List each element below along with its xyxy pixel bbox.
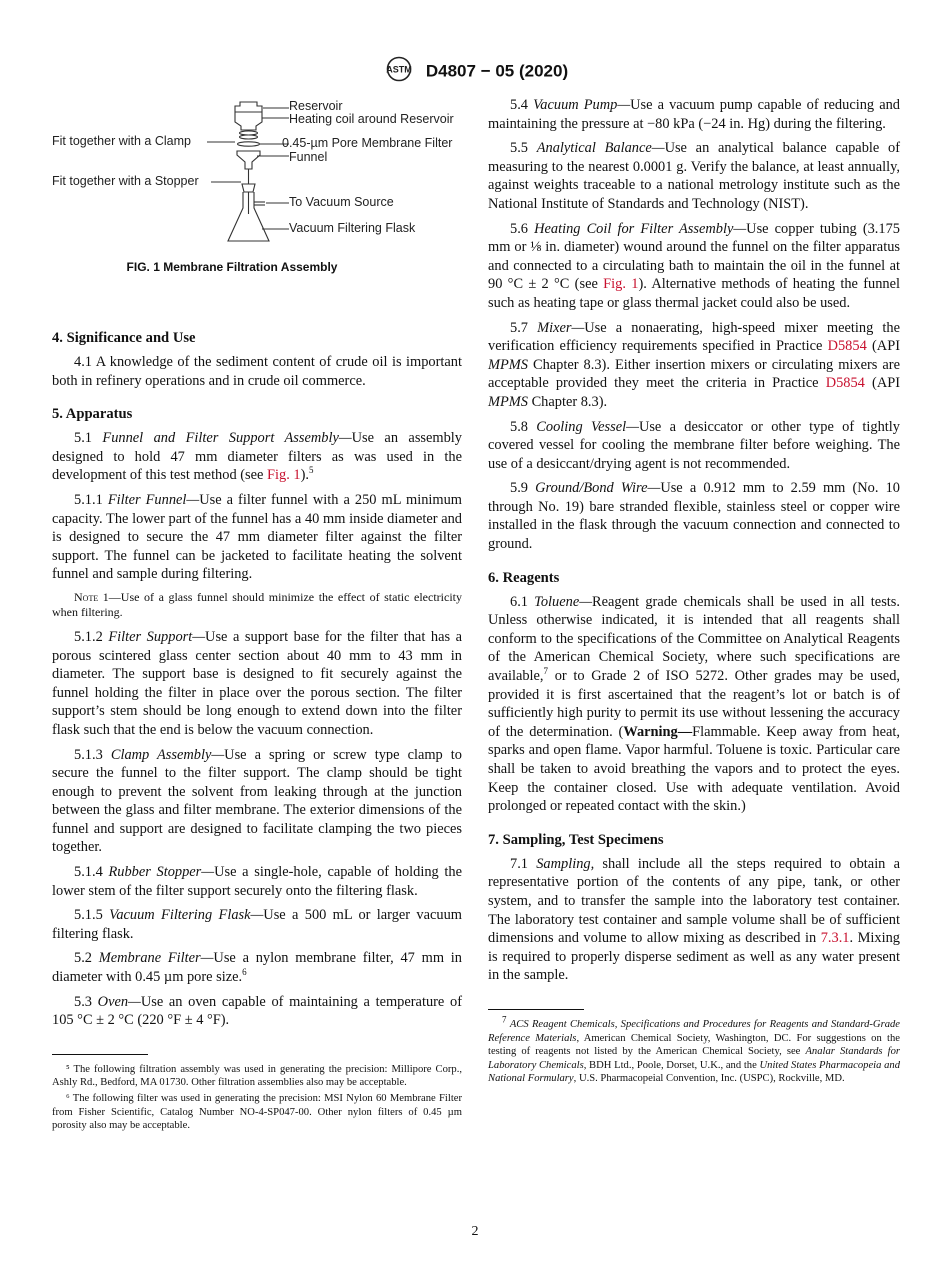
paragraph-5-1-3: 5.1.3 Clamp Assembly—Use a spring or screw type clamp to secure the funnel to the filter support. The clamp should be tight enough to prevent the solvent from leaking through at the junction between the glass and filter membrane. The exterior dimensions of the funnel and support are designed to facilitate clamping the two pieces together. [52,746,462,856]
section-heading: 7. Sampling, Test Specimens [488,831,664,848]
section-7-3-1-link[interactable]: 7.3.1 [820,930,850,947]
paragraph-7-1: 7.1 Sampling, shall include all the steps required to obtain a representative portion of the contents of any pipe, tank, or other system, and to transfer the sample into the laboratory test container. The laboratory test container and sample volume shall be of sufficient dimensions and volume to allow mixing as described in 7.3.1. Mixing is required to properly disperse sediment as well as any water present in the sample. [488,855,901,984]
svg-text:ASTM: ASTM [386,64,412,75]
filtration-assembly-diagram [52,96,462,336]
label-membrane-filter: 0.45-µm Pore Membrane Filter [282,136,453,150]
paragraph-5-9: 5.9 Ground/Bond Wire—Use a 0.912 mm to 2.59 mm (No. 10 through No. 19) bare stranded flexible, stainless steel or copper wire installed in the flask through the vacuum connection and connected to ground. [488,480,900,553]
label-vacuum-source: To Vacuum Source [289,195,394,209]
section-heading: 5. Apparatus [52,406,133,423]
paragraph-4-1: 4.1 A knowledge of the sediment content of crude oil is important both in refinery operations and in crude oil commerce. [52,354,462,389]
paragraph-5-3: 5.3 Oven—Use an oven capable of maintaining a temperature of 105 °C ± 2 °C (220 °F ± 4 °F). [52,993,462,1029]
paragraph-5-5: 5.5 Analytical Balance—Use an analytical balance capable of measuring to the nearest 0.0001 g. Verify the balance, at least annually, against weights traceable to a national metrology institute such as the National Institute of Standards and Technology (NIST). [488,140,901,212]
astm-logo-icon [382,56,416,87]
section-4 [52,330,462,390]
paragraph-5-1-4: 5.1.4 Rubber Stopper—Use a single-hole, capable of holding the lower stem of the filter support securely onto the filtering flask. [52,864,462,899]
d5854-link[interactable]: D5854 [825,375,865,392]
note-1: Note 1—Use of a glass funnel should minimize the effect of static electricity when filtering. [52,589,462,619]
page-number: 2 [471,1224,479,1239]
figure-1 [52,96,462,336]
label-heating-coil: Heating coil around Reservoir [289,112,454,126]
paragraph-5-1-1: 5.1.1 Filter Funnel—Use a filter funnel with a 250 mL minimum capacity. The lower part of the funnel has a 40 mm inside diameter and is designed to secure the 47 mm diameter filter against the filter support. The funnel can be jacketed to facilitate heating the solvent funnel and sample during filtering. [52,491,462,583]
paragraph-5-8: 5.8 Cooling Vessel—Use a desiccator or other type of tightly covered vessel for cooling the membrane filter before weighing. The use of a desiccant/drying agent is not recommended. [488,418,901,472]
footnote-6: ⁶ The following filter was used in generating the precision: MSI Nylon 60 Membrane Filter from Fisher Scientific, Catalog Number NO-4-SP047-00. Other nylon filters of 0.45 µm porosity also may be acceptable. [52,1093,462,1132]
footnote-divider [488,1009,584,1010]
paragraph-5-6: 5.6 Heating Coil for Filter Assembly—Use copper tubing (3.175 mm or ⅛ in. diameter) wound around the funnel on the filter apparatus and connected to a circulating bath to maintain the oil in the funnel at 90 °C ± 2 °C (see Fig. 1). Alternative methods of heating the funnel such as heating tape or glass thermal jacket could also be used. [488,220,900,311]
d5854-link[interactable]: D5854 [827,338,867,355]
label-flask: Vacuum Filtering Flask [289,221,416,235]
paragraph-6-1: 6.1 Toluene—Reagent grade chemicals shall be used in all tests. Unless otherwise indicated, it is intended that all reagents shall conform to the specifications of the Committee on Analytical Reagents of the American Chemical Society, where such specifications are available,$^7$ or to Grade 2 of ISO 5272. Other grades may be used, provided it is first ascertained that the reagent’s lot or batch is of sufficiently high purity to permit its use without lessening the accuracy of the determination. (Warning—Flammable. Keep away from heat, sparks and open flame. Vapor harmful. Toluene is toxic. Particular care shall be taken to avoid breathing the vapors and to protect the eyes. Keep the container closed. Use with adequate ventilation. Avoid prolonged or repeated contact with the skin.) [488,593,900,815]
paragraph-5-7: 5.7 Mixer—Use a nonaerating, high-speed mixer meeting the verification efficiency requirements specified in Practice D5854 (API MPMS Chapter 8.3). Either insertion mixers or circulating mixers are acceptable provided they meet the criteria in Practice D5854 (API MPMS Chapter 8.3). [488,319,901,410]
footnote-ref-7[interactable]: 7 [543,666,549,677]
paragraph-5-2: 5.2 Membrane Filter—Use a nylon membrane filter, 47 mm in diameter with 0.45 µm pore size.$^6$ [52,950,462,986]
paragraph-5-4: 5.4 Vacuum Pump—Use a vacuum pump capable of reducing and maintaining the pressure at −80 kPa (−24 in. Hg) during the filtering. [488,97,900,132]
footnote-7: $^7$ ACS Reagent Chemicals, Specifications and Procedures for Reagents and Standard-Grade Reference Materials, American Chemical Society, Washington, DC. For suggestions on the testing of reagents not listed by the American Chemical Society, see Analar Standards for Laboratory Chemicals, BDH Ltd., Poole, Dorset, U.K., and the United States Pharmacopeia and National Formulary, U.S. Pharmacopeial Convention, Inc. (USPC), Rockville, MD. [488,1014,901,1085]
right-column [488,96,900,1088]
left-column [52,96,462,1135]
label-reservoir: Reservoir [289,99,343,113]
figure-caption: FIG. 1 Membrane Filtration Assembly [126,260,338,274]
footnote-ref-6[interactable]: 6 [242,967,247,978]
paragraph-5-1: 5.1 Funnel and Filter Support Assembly—Use an assembly designed to hold 47 mm diameter filters as was used in the development of this test method (see Fig. 1).$^5$ [52,430,462,484]
paragraph-5-1-2: 5.1.2 Filter Support—Use a support base for the filter that has a porous scintered glass center section about 40 mm to 43 mm in diameter. The support base is designed to fit securely against the funnel holding the filter in place over the porous section. The filter support’s stem should be long enough to extend down into the filter flask such that the end is below the vacuum connection. [52,628,462,738]
section-heading: 6. Reagents [488,569,560,586]
label-funnel: Funnel [289,150,328,164]
footnote-ref-5[interactable]: 5 [309,465,314,476]
fig-1-link[interactable]: Fig. 1 [267,467,301,484]
label-stopper: Fit together with a Stopper [52,174,199,188]
paragraph-5-1-5: 5.1.5 Vacuum Filtering Flask—Use a 500 mL or larger vacuum filtering flask. [52,907,462,942]
footnote-divider [52,1054,148,1055]
section-heading: 4. Significance and Use [52,330,196,346]
fig-1-link[interactable]: Fig. 1 [603,276,639,293]
label-clamp: Fit together with a Clamp [52,134,191,148]
document-designation: D4807 − 05 (2020) [425,61,569,81]
page-header [0,56,950,87]
footnote-5: ⁵ The following filtration assembly was used in generating the precision: Millipore Corp., Ashly Rd., Bedford, MA 01730. Other filtration assemblies also may be acceptable. [52,1063,462,1089]
